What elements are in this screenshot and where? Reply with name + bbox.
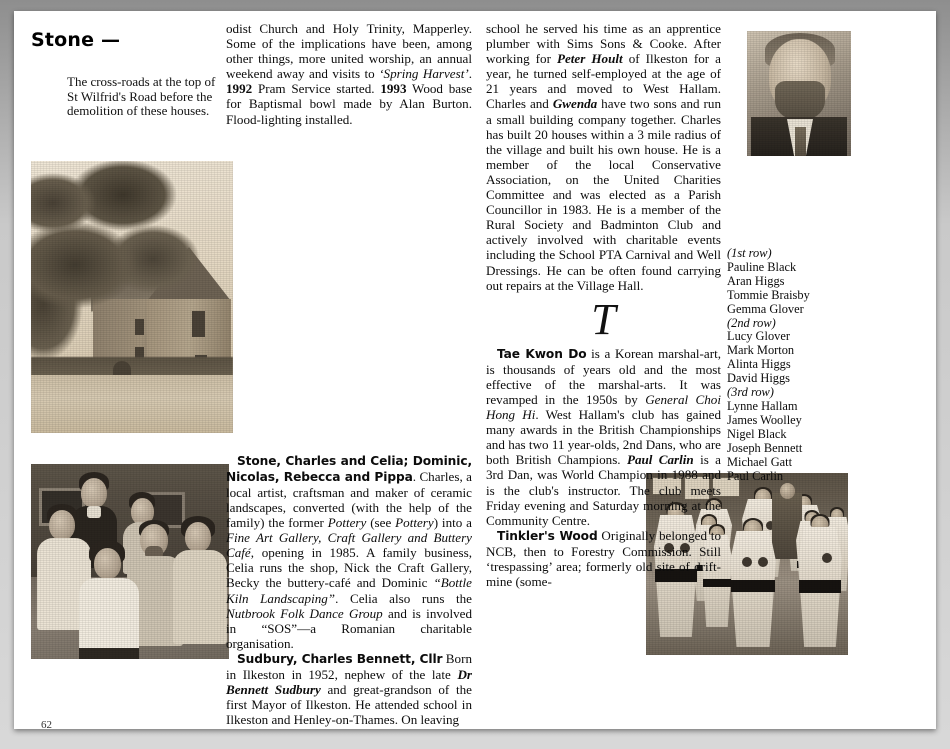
page-number: 62: [41, 719, 52, 729]
name-row-label-1: (1st row): [727, 246, 772, 260]
entry-heading-stone: Stone, Charles and Celia; Dominic, Nicolas, Rebecca and Pippa: [226, 453, 472, 484]
entry-heading-tae-kwon-do: Tae Kwon Do: [497, 346, 587, 361]
list-item: Lynne Hallam: [727, 398, 798, 413]
photo-name-list: [727, 247, 847, 483]
list-item: Aran Higgs: [727, 273, 785, 288]
list-item: James Woolley: [727, 412, 802, 427]
book-page: [14, 11, 936, 729]
caption-crossroads: The cross-roads at the top of St Wilfrid's Road before the demolition of these houses.: [67, 74, 216, 119]
list-item: Alinta Higgs: [727, 357, 791, 372]
paragraph-church-continued: odist Church and Holy Trinity, Mapperley. Some of the implications have been, among other things, more united worship, an annual weekend away and visits to ‘Spring Harvest’. 1992 Pram Service started. 1993 Wood base for Baptismal bowl made by Alan Burton. Flood-lighting installed.: [226, 21, 473, 127]
entry-tinklers-wood: Tinkler's Wood Originally belonged to NCB, then to Forestry Commission. Still ‘trespassing’ area; formerly old site of drift-mine (some-: [486, 527, 721, 590]
column-middle: [226, 21, 472, 727]
photo-charles-sudbury-portrait: [747, 31, 851, 156]
list-item: Nigel Black: [727, 426, 787, 441]
name-row-label-2: (2nd row): [727, 315, 776, 330]
page-title: Stone —: [31, 29, 121, 51]
list-item: Mark Morton: [727, 343, 795, 358]
paragraph-sudbury-continued: school he served his time as an apprentice plumber with Sims Sons & Cooke. After working for Peter Hoult of Ilkeston for a year, he turned self-employed at the age of 21 years and moved to West Hallam. Charles and Gwenda have two sons and run a small building company together. Charles has built 20 houses within a 3 mile radius of the village and built his own house. He is a member of the local Conservative Association, on the United Charities Committee and was elected as a Parish Councillor in 1983. He is a member of the Rural Society and Badminton Club and actively involved with charitable events including the School PTA Carnival and Well Dressings. He can be often found carrying out repairs at the Village Hall.: [486, 21, 722, 293]
entry-sudbury: Sudbury, Charles Bennett, Cllr Born in Ilkeston in 1952, nephew of the late Dr Bennett Sudbury and great-grandson of the first Mayor of Ilkeston. He attended school in Ilkeston and Henley-on-Thames. On leaving: [226, 650, 472, 728]
list-item: Pauline Black: [727, 259, 797, 274]
entry-heading-tinklers-wood: Tinkler's Wood: [497, 528, 598, 543]
name-row-label-3: (3rd row): [727, 385, 774, 400]
list-item: Paul Carlin: [727, 468, 784, 483]
list-item: Lucy Glover: [727, 329, 790, 344]
entry-heading-sudbury: Sudbury, Charles Bennett, Cllr: [237, 651, 443, 666]
entry-stone-family: Stone, Charles and Celia; Dominic, Nicolas, Rebecca and Pippa. Charles, a local artist, craftsman and maker of ceramic landscapes, converted (with the help of the family) the former Pottery (see Pottery) into a Fine Art Gallery, Craft Gallery and Buttery Café, opening in 1985. A family business, Celia runs the shop, Nick the Craft Gallery, Becky the buttery-café and Dominic “Bottle Kiln Landscaping”. Celia also runs the Nutbrook Folk Dance Group and is involved in “SOS”—a Romanian charitable organisation.: [226, 453, 472, 651]
image-gutter-left: [226, 127, 472, 453]
list-item: Michael Gatt: [727, 454, 793, 469]
list-item: Tommie Braisby: [727, 287, 810, 302]
list-item: Joseph Bennett: [727, 440, 803, 455]
photo-crossroads-houses: [31, 161, 233, 433]
list-item: David Higgs: [727, 371, 790, 386]
photo-stone-family-group: [31, 464, 229, 659]
list-item: Gemma Glover: [727, 301, 804, 316]
column-right: [486, 21, 721, 589]
entry-tae-kwon-do: Tae Kwon Do is a Korean marshal-art, is thousands of years old and the most effective of the marshal-arts. It was revamped in the 1950s by General Choi Hong Hi. West Hallam's club has gained many awards in the British Championships and has two 11 year-olds, 2nd Dans, who are both British Champions. Paul Carlin is a 3rd Dan, was World Champion in 1988 and is the club's instructor. The club meets Friday evening and Saturday morning at the Community Centre.: [486, 345, 722, 528]
decorative-dropcap-t: T: [591, 294, 616, 344]
